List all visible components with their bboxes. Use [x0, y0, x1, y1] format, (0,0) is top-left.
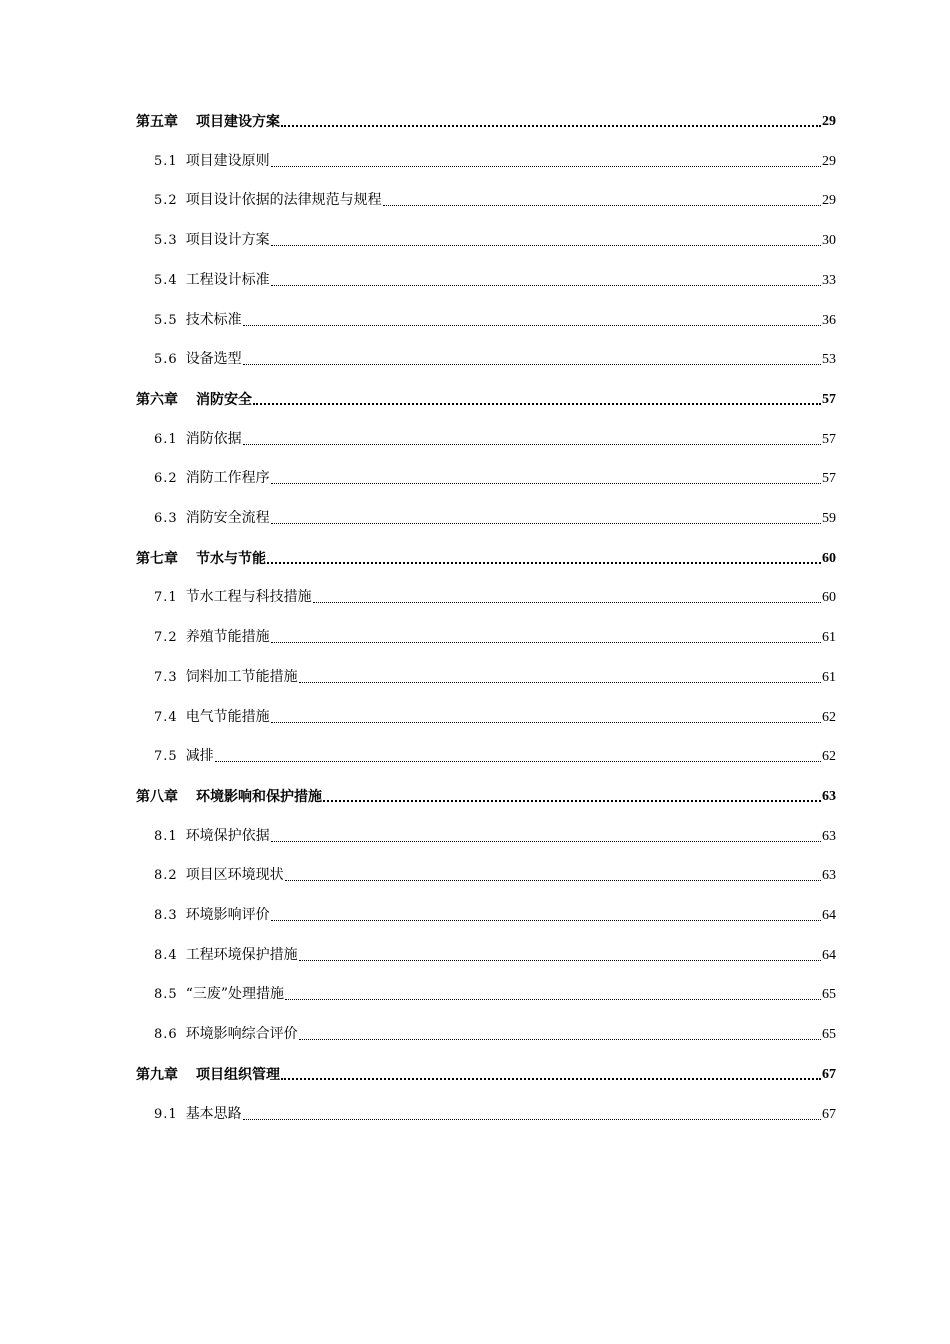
- toc-page-number: 62: [822, 710, 836, 725]
- toc-entry-number: 7.3: [154, 670, 178, 685]
- toc-page-number: 53: [822, 352, 836, 367]
- toc-section-entry[interactable]: [154, 306, 836, 330]
- toc-entry-title: 消防安全: [196, 392, 252, 408]
- toc-dot-leader: [243, 364, 821, 365]
- toc-dot-leader: [271, 245, 821, 246]
- toc-page-number: 63: [822, 789, 836, 804]
- toc-page-number: 29: [822, 193, 836, 208]
- toc-dot-leader: [243, 1119, 821, 1120]
- toc-entry-title: 消防安全流程: [185, 510, 270, 526]
- toc-section-entry[interactable]: [154, 266, 836, 290]
- toc-page-number: 61: [822, 630, 836, 645]
- toc-dot-leader: [271, 920, 821, 921]
- toc-section-entry[interactable]: [154, 147, 836, 171]
- toc-entry-title: 工程环境保护措施: [185, 947, 298, 963]
- toc-dot-leader: [383, 205, 821, 206]
- toc-entry-title: 基本思路: [185, 1106, 242, 1122]
- toc-entry-label: [154, 588, 312, 607]
- toc-entry-number: 5.2: [154, 193, 178, 208]
- toc-entry-title: 项目建设原则: [185, 153, 270, 169]
- toc-entry-label: [136, 391, 252, 409]
- toc-entry-title: 消防依据: [185, 431, 242, 447]
- toc-dot-leader: [215, 761, 821, 762]
- toc-entry-label: [154, 311, 242, 330]
- toc-entry-label: [154, 628, 270, 647]
- toc-entry-label: [136, 1066, 280, 1084]
- toc-dot-leader: [299, 960, 821, 961]
- toc-section-entry[interactable]: [154, 623, 836, 647]
- toc-entry-title: 消防工作程序: [185, 470, 270, 486]
- toc-entry-title: 项目设计依据的法律规范与规程: [185, 192, 382, 208]
- toc-section-entry[interactable]: [154, 504, 836, 528]
- toc-dot-leader: [271, 483, 821, 484]
- toc-section-entry[interactable]: [154, 425, 836, 449]
- toc-entry-label: [136, 113, 280, 131]
- toc-section-entry[interactable]: [154, 980, 836, 1004]
- toc-page-number: 29: [822, 154, 836, 169]
- toc-page-number: 64: [822, 948, 836, 963]
- toc-page-number: 33: [822, 273, 836, 288]
- toc-page-number: 36: [822, 313, 836, 328]
- toc-section-entry[interactable]: [154, 1020, 836, 1044]
- toc-page-number: 57: [822, 392, 836, 407]
- toc-entry-label: [154, 509, 270, 528]
- toc-dot-leader: [253, 403, 821, 405]
- toc-entry-number: 7.4: [154, 710, 178, 725]
- toc-section-entry[interactable]: [154, 345, 836, 369]
- toc-entry-number: 5.1: [154, 154, 178, 169]
- toc-entry-label: [154, 191, 382, 210]
- toc-section-entry[interactable]: [154, 186, 836, 210]
- toc-page-number: 62: [822, 749, 836, 764]
- toc-entry-number: 6.2: [154, 471, 178, 486]
- toc-entry-label: [136, 788, 322, 806]
- toc-dot-leader: [313, 602, 821, 603]
- toc-entry-title: 环境影响评价: [185, 907, 270, 923]
- toc-dot-leader: [285, 999, 821, 1000]
- toc-entry-label: [154, 271, 270, 290]
- toc-entry-label: [154, 747, 214, 766]
- toc-entry-title: 环境保护依据: [185, 828, 270, 844]
- toc-entry-label: [154, 827, 270, 846]
- toc-entry-label: [154, 708, 270, 727]
- toc-section-entry[interactable]: [154, 822, 836, 846]
- toc-page-number: 57: [822, 432, 836, 447]
- toc-dot-leader: [267, 562, 821, 564]
- toc-entry-number: 5.3: [154, 233, 178, 248]
- toc-page-number: 63: [822, 829, 836, 844]
- toc-entry-number: 8.2: [154, 868, 178, 883]
- toc-dot-leader: [271, 523, 821, 524]
- toc-entry-title: 电气节能措施: [185, 709, 270, 725]
- toc-entry-number: 第五章: [136, 114, 178, 130]
- toc-dot-leader: [285, 880, 821, 881]
- toc-dot-leader: [281, 125, 821, 127]
- toc-entry-label: [154, 906, 270, 925]
- toc-section-entry[interactable]: [154, 464, 836, 488]
- toc-entry-label: [154, 152, 270, 171]
- toc-page-number: 65: [822, 1027, 836, 1042]
- toc-page-number: 60: [822, 590, 836, 605]
- toc-entry-title: 养殖节能措施: [185, 629, 270, 645]
- toc-entry-number: 6.1: [154, 432, 178, 447]
- toc-dot-leader: [243, 444, 821, 445]
- toc-entry-title: 节水工程与科技措施: [185, 589, 312, 605]
- toc-section-entry[interactable]: [154, 703, 836, 727]
- toc-section-entry[interactable]: [154, 663, 836, 687]
- toc-entry-label: [154, 985, 284, 1004]
- toc-entry-title: 节水与节能: [196, 551, 266, 567]
- toc-entry-label: [154, 866, 284, 885]
- toc-section-entry[interactable]: [154, 901, 836, 925]
- toc-entry-label: [154, 350, 242, 369]
- toc-entry-number: 5.6: [154, 352, 178, 367]
- toc-entry-number: 7.1: [154, 590, 178, 605]
- toc-page-number: 65: [822, 987, 836, 1002]
- toc-page-number: 59: [822, 511, 836, 526]
- toc-chapter-entry[interactable]: [136, 107, 836, 131]
- toc-dot-leader: [271, 722, 821, 723]
- toc-dot-leader: [271, 285, 821, 286]
- toc-entry-title: 项目建设方案: [196, 114, 280, 130]
- toc-entry-label: [154, 1105, 242, 1124]
- toc-page-number: 61: [822, 670, 836, 685]
- toc-section-entry[interactable]: [154, 861, 836, 885]
- toc-entry-title: 设备选型: [185, 351, 242, 367]
- toc-entry-number: 5.5: [154, 313, 178, 328]
- toc-dot-leader: [243, 325, 821, 326]
- toc-section-entry[interactable]: [154, 1100, 836, 1124]
- toc-entry-number: 6.3: [154, 511, 178, 526]
- toc-entry-label: [154, 231, 270, 250]
- toc-page-number: 64: [822, 908, 836, 923]
- toc-page-number: 29: [822, 114, 836, 129]
- toc-dot-leader: [281, 1078, 821, 1080]
- toc-entry-number: 8.5: [154, 987, 178, 1002]
- toc-entry-number: 5.4: [154, 273, 178, 288]
- toc-entry-label: [154, 430, 242, 449]
- toc-entry-number: 8.4: [154, 948, 178, 963]
- toc-page-number: 67: [822, 1067, 836, 1082]
- toc-entry-title: 项目组织管理: [196, 1067, 280, 1083]
- toc-dot-leader: [299, 1039, 821, 1040]
- toc-entry-label: [154, 946, 298, 965]
- toc-entry-number: 第六章: [136, 392, 178, 408]
- toc-entry-label: [154, 668, 298, 687]
- toc-section-entry[interactable]: [154, 941, 836, 965]
- toc-entry-title: 技术标准: [185, 312, 242, 328]
- toc-dot-leader: [323, 800, 821, 802]
- toc-chapter-entry[interactable]: [136, 544, 836, 568]
- toc-entry-title: “三废”处理措施: [185, 986, 285, 1002]
- toc-entry-number: 8.6: [154, 1027, 178, 1042]
- toc-entry-title: 工程设计标准: [185, 272, 270, 288]
- toc-entry-title: 减排: [185, 748, 214, 764]
- toc-entry-title: 环境影响和保护措施: [196, 789, 322, 805]
- toc-page-number: 30: [822, 233, 836, 248]
- toc-page-number: 67: [822, 1107, 836, 1122]
- toc-entry-number: 9.1: [154, 1107, 178, 1122]
- toc-dot-leader: [271, 166, 821, 167]
- toc-entry-title: 环境影响综合评价: [185, 1026, 298, 1042]
- toc-entry-label: [154, 1025, 298, 1044]
- toc-dot-leader: [271, 841, 821, 842]
- toc-chapter-entry[interactable]: [136, 385, 836, 409]
- toc-section-entry[interactable]: [154, 583, 836, 607]
- toc-entry-title: 饲料加工节能措施: [185, 669, 298, 685]
- toc-page-number: 63: [822, 868, 836, 883]
- toc-entry-number: 8.3: [154, 908, 178, 923]
- toc-page-number: 60: [822, 551, 836, 566]
- toc-chapter-entry[interactable]: [136, 782, 836, 806]
- toc-entry-label: [136, 550, 266, 568]
- toc-entry-number: 第八章: [136, 789, 178, 805]
- toc-entry-number: 7.2: [154, 630, 178, 645]
- toc-entry-label: [154, 469, 270, 488]
- toc-section-entry[interactable]: [154, 226, 836, 250]
- toc-dot-leader: [299, 682, 821, 683]
- toc-entry-title: 项目设计方案: [185, 232, 270, 248]
- toc-entry-number: 第七章: [136, 551, 178, 567]
- toc-chapter-entry[interactable]: [136, 1060, 836, 1084]
- toc-section-entry[interactable]: [154, 742, 836, 766]
- toc-entry-number: 第九章: [136, 1067, 178, 1083]
- toc-entry-number: 8.1: [154, 829, 178, 844]
- toc-entry-number: 7.5: [154, 749, 178, 764]
- toc-entry-title: 项目区环境现状: [185, 867, 284, 883]
- toc-dot-leader: [271, 642, 821, 643]
- toc-page-number: 57: [822, 471, 836, 486]
